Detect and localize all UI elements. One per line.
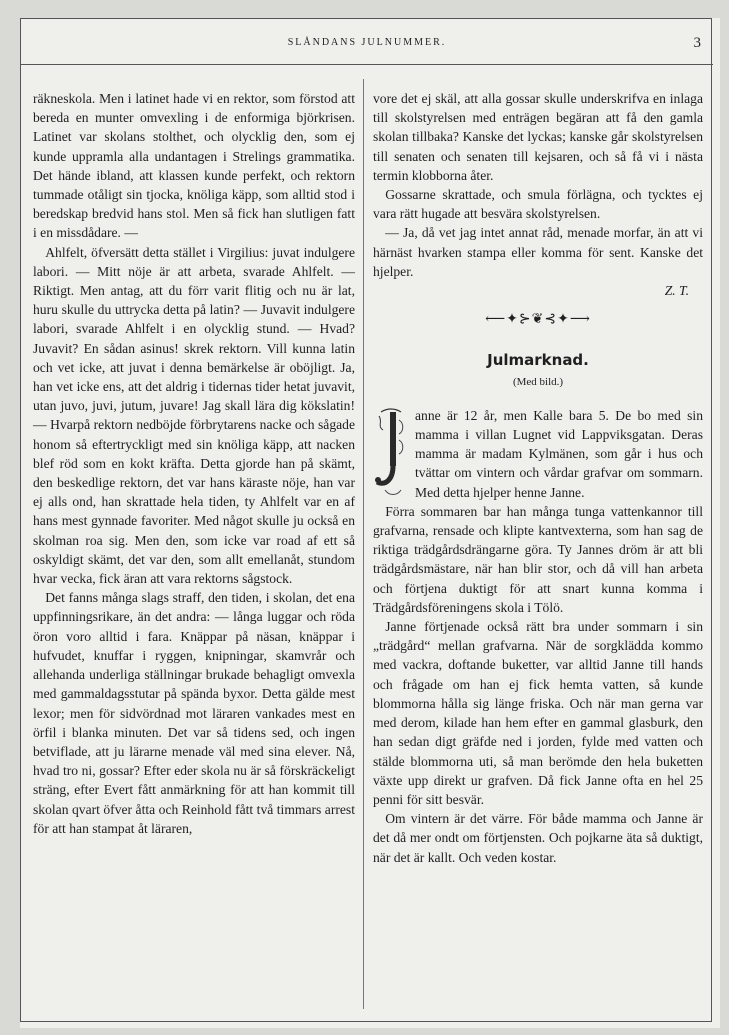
right-column (373, 89, 703, 867)
paragraph: Ahlfelt, öfversätt detta stället i Virgilius: juvat indulgere labori. — Mitt nöje är att arbeta, svarade Ahlfelt. — Riktigt. Men antag, att du förr varit flitig och nu är lat, huru skulle du uttrycka detta på latin? — Juvavit indulgere labori, svarade Ahlfelt i en olycklig stund. — Hvad? Juvavit? En sådan asinus! skrek rektorn. Vill kunna latin och vet icke, att juvat i denna bemärkelse är oböjligt. Ja, han vet icke ens, att det aldrig i tidernas tider hetat juvavit, utan juvo, juvi, jutum, juvare! Jag skall lära dig kökslatin! — Hvarpå rektorn nedböjde förbrytarens nacke och sågade honom så eftertryckligt med sin knöliga käpp, att nacken blef röd som en kokt kräfta. Detta gjorde han på skämt, den beskedlige rektorn, det var hans käraste nöje, han var ej alls ond, han skrattade hela tiden, ty Ahlfelt var en af hans mest gynnade favoriter. Med något skulle ju också en skolman roa sig. Men den, som icke var road af ett så oskyldigt skämt, det var den, som allt emellanåt, stundom hvar vecka, fick äran att vara rektorns sågstock. (33, 244, 355, 587)
column-divider (363, 79, 364, 1009)
newspaper-page (20, 18, 720, 1028)
decorative-initial-icon (373, 406, 409, 498)
paragraph: räkneskola. Men i latinet hade vi en rektor, som förstod att bereda en munter omvexling i de enformiga björkrisen. Latinet var skolans stolthet, och olycklig den, som ej kunde uppramla alla undantagen i Strelings grammatika. Det hände ibland, att klassen kunde perfekt, och rektorn tummade otåligt sin tjocka, knöliga käpp, som alltid stod i beredskap bredvid hans stol. Men så fick han slutligen fatt i en missdådare. — (33, 91, 355, 241)
paragraph: vore det ej skäl, att alla gossar skulle underskrifva en inlaga till skolstyrelsen med enträgen begäran att få den gamla skolan tillbaka? Kanske det lyckas; kanske går skolstyrelsen till senaten och senaten till kejsaren, och så få vi i nästa termin klobborna åter. (373, 91, 703, 183)
section-subtitle: (Med bild.) (512, 375, 564, 388)
paragraph: anne är 12 år, men Kalle bara 5. De bo med sin mamma i villan Lugnet vid Lappviksgatan. Deras mamma är madam Kylmänen, som går i hus och tvättar om vintern och vårdar grafvar om sommarn. Med detta hjelper henne Janne. (415, 407, 703, 500)
paragraph: Om vintern är det värre. För både mamma och Janne är det då mer ondt om förtjensten. Och pojkarne äta så duktigt, när det är kallt. Och veden kostar. (373, 811, 703, 865)
author-signature: Z. T. (664, 283, 689, 299)
page-frame (20, 18, 712, 1022)
paragraph: — Ja, då vet jag intet annat råd, menade morfar, än att vi härnäst hvarken stampa eller komma för sent. Kanske det hjelper. (373, 225, 703, 279)
paragraph: Janne förtjenade också rätt bra under sommarn i sin „trädgård“ mellan grafvarna. När de sorgklädda kommo med vackra, doftande buketter, var alltid Janne till hands och frågade om han ej fick hemta vatten, så kunde blommorna hålla sig länge friska. Och när man gerna var med derom, kilade han hem efter en gammal glasburk, den han sedan digt gräfde ned i jorden, fylde med vatten och stälde blommorna uti, så man berömde den hela buketten växte upp direkt ur grafven. Då fick Janne ofta en hel 25 penni för sitt besvär. (373, 619, 703, 807)
paragraph: Det fanns många slags straff, den tiden, i skolan, det ena uppfinningsrikare, än det andra: — långa luggar och röda öron voro alltid i fara. Knäppar på näsan, knäppar i hufvudet, knuffar i ryggen, knipningar, skamvrår och allehanda underliga ställningar brukade behagligt omvexla med gammaldagsstutar på spända byxor. Detta gälde mest lexor; men för sidvördnad mot läraren vankades mest en örfil i blanka minuten. Det var så tidens sed, och ingen betviflade, att ju lärarne menade väl med sina elever. Nå, hvad tro ni, gossar? Efter eder skola nu är så förskräckeligt sträng, efter Evert fått anmärkning för att han kommit till skolan qvart öfver åtta och Reinhold fått två timmars arrest för att han stampat åt läraren, (33, 590, 355, 836)
section-title: Julmarknad. (487, 351, 589, 370)
left-column (33, 89, 355, 838)
page-number: 3 (693, 35, 701, 51)
story-opening (373, 406, 703, 502)
paragraph: Förra sommaren bar han många tunga vattenkannor till grafvarna, rensade och klipte kantvexterna, som han sag de riktiga trädgårdsdrängarne göra. Ty Jannes dröm är att bli trädgårdsmästare, när han blir stor, och då vill han arbeta och förtjena duktigt för att snart kunna komma i Trädgårdsföreningens skola i Tölö. (373, 503, 703, 615)
ornament-divider: ⟵✦⊱❦⊰✦⟶ (485, 312, 591, 328)
page-header (21, 19, 713, 65)
running-title: SLÅNDANS JULNUMMER. (287, 37, 447, 48)
paragraph: Gossarne skrattade, och smula förlägna, och tycktes ej vara rätt hugade att besvära skolstyrelsen. (373, 187, 703, 222)
